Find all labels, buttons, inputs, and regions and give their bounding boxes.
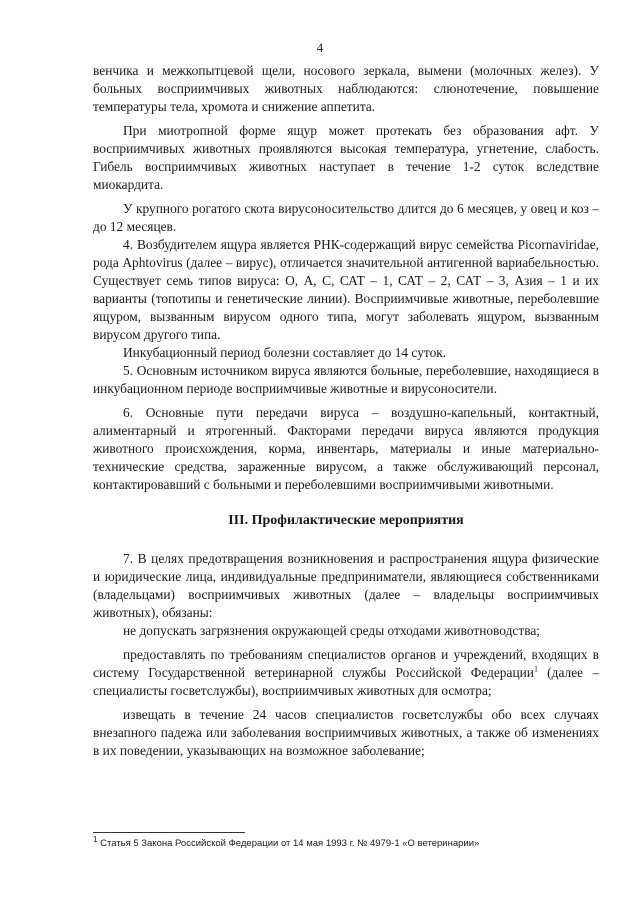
document-body <box>93 62 599 760</box>
paragraph-notify: извещать в течение 24 часов специалистов госветслужбы обо всех случаях внезапного падежа или заболевания восприимчивых животных, а также об изменениях в их поведении, указывающих на возможное заболевание; <box>93 707 599 758</box>
paragraph-provide-inspection <box>93 646 599 700</box>
footnote <box>93 834 613 850</box>
paragraph-4-pathogen: 4. Возбудителем ящура является РНК-содержащий вирус семейства Picornaviridae, рода Aphtovirus (далее – вирус), отличается значительной антигенной вариабельностью. Существует семь типов вируса: О, А, С, САТ – 1, САТ – 2, САТ – 3, Азия – 1 и их варианты (топотипы и генетические линии). Восприимчивые животные, переболевшие ящуром, вызванным вирусом одного типа, могут заболевать ящуром, вызванным вирусом другого типа. <box>93 237 599 342</box>
paragraph-myotropic-form: При миотропной форме ящур может протекать без образования афт. У восприимчивых животных проявляются высокая температура, угнетение, слабость. Гибель восприимчивых животных наступает в течение 1-2 суток вследствие миокардита. <box>93 123 599 192</box>
page-number: 4 <box>316 40 324 55</box>
footnote-ref: 1 <box>533 664 538 674</box>
paragraph-virus-carriage: У крупного рогатого скота вирусоносительство длится до 6 месяцев, у овец и коз – до 12 месяцев. <box>93 201 599 234</box>
paragraph-7-obligations: 7. В целях предотвращения возникновения и распространения ящура физические и юридические лица, индивидуальные предприниматели, являющиеся собственниками (владельцами) восприимчивых животных (далее – владельцы восприимчивых животных), обязаны: <box>93 551 599 620</box>
footnote-marker: 1 <box>93 834 98 844</box>
paragraph-incubation: Инкубационный период болезни составляет до 14 суток. <box>123 345 447 360</box>
paragraph-6-transmission: 6. Основные пути передачи вируса – воздушно-капельный, контактный, алиментарный и ятрогенный. Факторами передачи вируса являются продукция животного происхождения, корма, инвентарь, материалы и иные материально-технические средства, зараженные вирусом, а также обслуживающий персонал, контактировавший с больными и переболевшими восприимчивыми животными. <box>93 405 599 492</box>
inspection-text-start: предоставлять по требованиям специалистов органов и учреждений, входящих в систему Государственной ветеринарной службы Российской Федерации <box>93 647 599 680</box>
inspection-text-end: (далее – специалисты госветслужбы), восприимчивых животных для осмотра; <box>93 665 600 698</box>
paragraph-no-pollution: не допускать загрязнения окружающей среды отходами животноводства; <box>123 623 541 638</box>
paragraph-5-source: 5. Основным источником вируса являются больные, переболевшие, находящиеся в инкубационном периоде восприимчивые животные и вирусоносители. <box>93 363 599 396</box>
paragraph-continuation: венчика и межкопытцевой щели, носового зеркала, вымени (молочных желез). У больных восприимчивых животных наблюдаются: слюнотечение, повышение температуры тела, хромота и снижение аппетита. <box>93 63 599 114</box>
footnote-divider <box>93 832 245 833</box>
section-heading: III. Профилактические мероприятия <box>228 513 464 528</box>
footnote-text: Статья 5 Закона Российской Федерации от 14 мая 1993 г. № 4979-1 «О ветеринарии» <box>97 838 480 849</box>
